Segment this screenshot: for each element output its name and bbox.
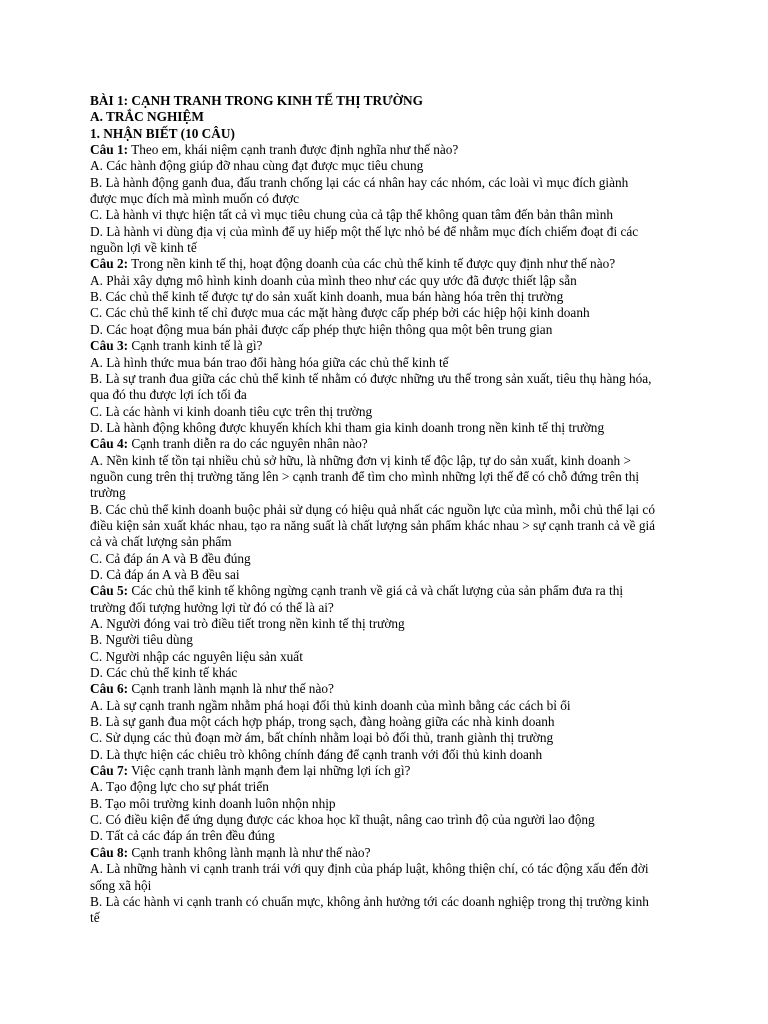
- answer-option-line: D. Là hành động không được khuyến khích khi tham gia kinh doanh trong nền kinh tế thị trường: [90, 419, 605, 435]
- answer-option: [90, 779, 690, 795]
- answer-option: [90, 747, 690, 763]
- answer-option-line: A. Phải xây dựng mô hình kinh doanh của mình theo như các quy ước đã được thiết lập sẵn: [90, 272, 577, 288]
- answer-option-line: A. Là sự cạnh tranh ngầm nhằm phá hoại đối thủ kinh doanh của mình bằng các cách bỉ ổi: [90, 697, 571, 713]
- question-block: [90, 338, 690, 436]
- answer-option-line: A. Nền kinh tế tồn tại nhiều chủ sở hữu, là những đơn vị kinh tế độc lập, tự do sản xuất, kinh doanh >: [90, 452, 631, 468]
- answer-option: [90, 322, 690, 338]
- answer-option-line: A. Tạo động lực cho sự phát triển: [90, 779, 269, 795]
- answer-option-line: D. Các hoạt động mua bán phải được cấp phép thực hiện thông qua một bên trung gian: [90, 321, 553, 337]
- answer-option-line: nguồn lợi về kinh tế: [90, 240, 197, 256]
- answer-option-line: C. Có điều kiện để ứng dụng được các khoa học kĩ thuật, nâng cao trình độ của người lao động: [90, 812, 595, 828]
- answer-option-line: được mục đích mà mình muốn có được: [90, 191, 300, 207]
- question-number: Câu 8:: [90, 844, 129, 860]
- question-text-line: [90, 338, 690, 354]
- question-prompt: Việc cạnh tranh lành mạnh đem lại những lợi ích gì?: [128, 763, 411, 779]
- answer-option-line: D. Tất cả các đáp án trên đều đúng: [90, 828, 275, 844]
- answer-option: [90, 567, 690, 583]
- answer-option: [90, 158, 690, 174]
- answer-option-line: B. Là hành động ganh đua, đấu tranh chống lại các cá nhân hay các nhóm, các loài vì mục đích giành: [90, 174, 629, 190]
- answer-option: [90, 812, 690, 828]
- answer-option: [90, 698, 690, 714]
- answer-option: [90, 649, 690, 665]
- answer-option-line: D. Cả đáp án A và B đều sai: [90, 566, 240, 582]
- answer-option: [90, 502, 690, 551]
- answer-option-line: B. Là sự tranh đua giữa các chủ thể kinh tế nhằm có được những ưu thế trong sản xuất, tiêu thụ hàng hóa,: [90, 370, 652, 386]
- question-prompt: Cạnh tranh không lành mạnh là như thế nào?: [128, 844, 371, 860]
- lesson-title: BÀI 1: CẠNH TRANH TRONG KINH TẾ THỊ TRƯỜNG: [90, 93, 423, 108]
- answer-option: [90, 420, 690, 436]
- answer-option-line: B. Người tiêu dùng: [90, 632, 193, 648]
- answer-option: [90, 551, 690, 567]
- question-block: [90, 681, 690, 763]
- question-number: Câu 1:: [90, 142, 129, 158]
- question-number: Câu 4:: [90, 436, 129, 452]
- question-number: Câu 7:: [90, 763, 129, 779]
- answer-option: [90, 175, 690, 208]
- answer-option-line: A. Người đóng vai trò điều tiết trong nền kinh tế thị trường: [90, 616, 405, 631]
- answer-option: [90, 207, 690, 223]
- answer-option-line: C. Cả đáp án A và B đều đúng: [90, 550, 251, 566]
- question-block: [90, 436, 690, 583]
- question-prompt: Các chủ thể kinh tế không ngừng cạnh tranh về giá cả và chất lượng của sản phẩm đưa ra thị: [128, 583, 624, 599]
- answer-option-line: qua đó thu được lợi ích tối đa: [90, 387, 247, 403]
- question-prompt: Trong nền kinh tế thị, hoạt động doanh của các chủ thể kinh tế được quy định như thế nào?: [128, 256, 616, 272]
- question-prompt: Cạnh tranh lành mạnh là như thế nào?: [128, 681, 334, 697]
- answer-option: [90, 371, 690, 404]
- answer-option: [90, 355, 690, 371]
- answer-option-line: tế: [90, 910, 100, 926]
- answer-option-line: D. Là hành vi dùng địa vị của mình để uy hiếp một thế lực nhỏ bé để nhằm mục đích chiếm đoạt đi các: [90, 223, 639, 239]
- question-block: [90, 583, 690, 681]
- question-block: [90, 845, 690, 927]
- document-body: [90, 93, 690, 927]
- answer-option-line: sống xã hội: [90, 877, 152, 893]
- answer-option-line: A. Các hành động giúp đỡ nhau cùng đạt được mục tiêu chung: [90, 158, 424, 174]
- question-block: [90, 256, 690, 338]
- answer-option-line: D. Là thực hiện các chiêu trò không chính đáng để cạnh tranh với đối thủ kinh doanh: [90, 746, 543, 762]
- answer-option: [90, 796, 690, 812]
- question-block: [90, 763, 690, 845]
- answer-option: [90, 665, 690, 681]
- question-number: Câu 3:: [90, 338, 129, 354]
- answer-option-line: B. Các chủ thể kinh doanh buộc phải sử dụng có hiệu quả nhất các nguồn lực của mình, mỗi chủ thể lại có: [90, 501, 655, 517]
- subsection-heading: 1. NHẬN BIẾT (10 CÂU): [90, 125, 235, 141]
- question-text-line: [90, 142, 690, 158]
- answer-option-line: trường: [90, 485, 126, 501]
- question-prompt: trường đối tượng hưởng lợi từ đó có thể là ai?: [90, 599, 334, 615]
- question-prompt: Cạnh tranh kinh tế là gì?: [128, 338, 263, 354]
- answer-option: [90, 730, 690, 746]
- answer-option-line: C. Là các hành vi kinh doanh tiêu cực trên thị trường: [90, 403, 373, 419]
- answer-option-line: điều kiện sản xuất khác nhau, tạo ra năng suất là chất lượng sản phẩm khác nhau > sự cạnh tranh cả về giá: [90, 517, 656, 533]
- section-heading: A. TRẮC NGHIỆM: [90, 109, 204, 125]
- question-text-line: [90, 436, 690, 452]
- answer-option: [90, 453, 690, 502]
- answer-option: [90, 632, 690, 648]
- answer-option: [90, 828, 690, 844]
- question-list: [90, 142, 690, 927]
- answer-option-line: C. Các chủ thể kinh tế chỉ được mua các mặt hàng được cấp phép bởi các hiệp hội kinh doanh: [90, 305, 590, 321]
- answer-option-line: nguồn cung trên thị trường tăng lên > cạnh tranh để tìm cho mình những lợi thế để có chỗ đứng trên thị: [90, 468, 640, 484]
- answer-option-line: B. Tạo môi trường kinh doanh luôn nhộn nhịp: [90, 795, 336, 811]
- answer-option-line: C. Sử dụng các thủ đoạn mờ ám, bất chính nhằm loại bỏ đối thủ, tranh giành thị trường: [90, 730, 554, 746]
- answer-option-line: A. Là những hành vi cạnh tranh trái với quy định của pháp luật, không thiện chí, có tác động xấu đến đời: [90, 861, 649, 877]
- answer-option-line: A. Là hình thức mua bán trao đổi hàng hóa giữa các chủ thể kinh tế: [90, 354, 449, 370]
- question-text-line: [90, 256, 690, 272]
- answer-option: [90, 861, 690, 894]
- question-prompt: Theo em, khái niệm cạnh tranh được định nghĩa như thế nào?: [128, 142, 459, 158]
- question-number: Câu 6:: [90, 681, 129, 697]
- answer-option: [90, 273, 690, 289]
- answer-option-line: B. Các chủ thể kinh tế được tự do sản xuất kinh doanh, mua bán hàng hóa trên thị trường: [90, 289, 564, 305]
- answer-option-line: C. Người nhập các nguyên liệu sản xuất: [90, 648, 303, 664]
- question-text-line: [90, 681, 690, 697]
- question-block: [90, 142, 690, 256]
- answer-option: [90, 289, 690, 305]
- answer-option: [90, 305, 690, 321]
- question-text-line: [90, 600, 690, 616]
- answer-option: [90, 404, 690, 420]
- question-prompt: Cạnh tranh diễn ra do các nguyên nhân nào?: [128, 436, 368, 452]
- answer-option: [90, 714, 690, 730]
- question-number: Câu 5:: [90, 583, 129, 599]
- question-text-line: [90, 763, 690, 779]
- answer-option-line: C. Là hành vi thực hiện tất cả vì mục tiêu chung của cả tập thể không quan tâm đến bản thân mình: [90, 207, 614, 223]
- question-text-line: [90, 845, 690, 861]
- answer-option: [90, 224, 690, 257]
- answer-option: [90, 616, 690, 632]
- question-text-line: [90, 583, 690, 599]
- answer-option-line: D. Các chủ thể kinh tế khác: [90, 665, 238, 681]
- question-number: Câu 2:: [90, 256, 129, 272]
- answer-option-line: cả và chất lượng sản phẩm: [90, 534, 232, 550]
- answer-option: [90, 894, 690, 927]
- answer-option-line: B. Là sự ganh đua một cách hợp pháp, trong sạch, đàng hoàng giữa các nhà kinh doanh: [90, 714, 555, 730]
- answer-option-line: B. Là các hành vi cạnh tranh có chuẩn mực, không ảnh hưởng tới các doanh nghiệp trong thị trường kinh: [90, 893, 649, 909]
